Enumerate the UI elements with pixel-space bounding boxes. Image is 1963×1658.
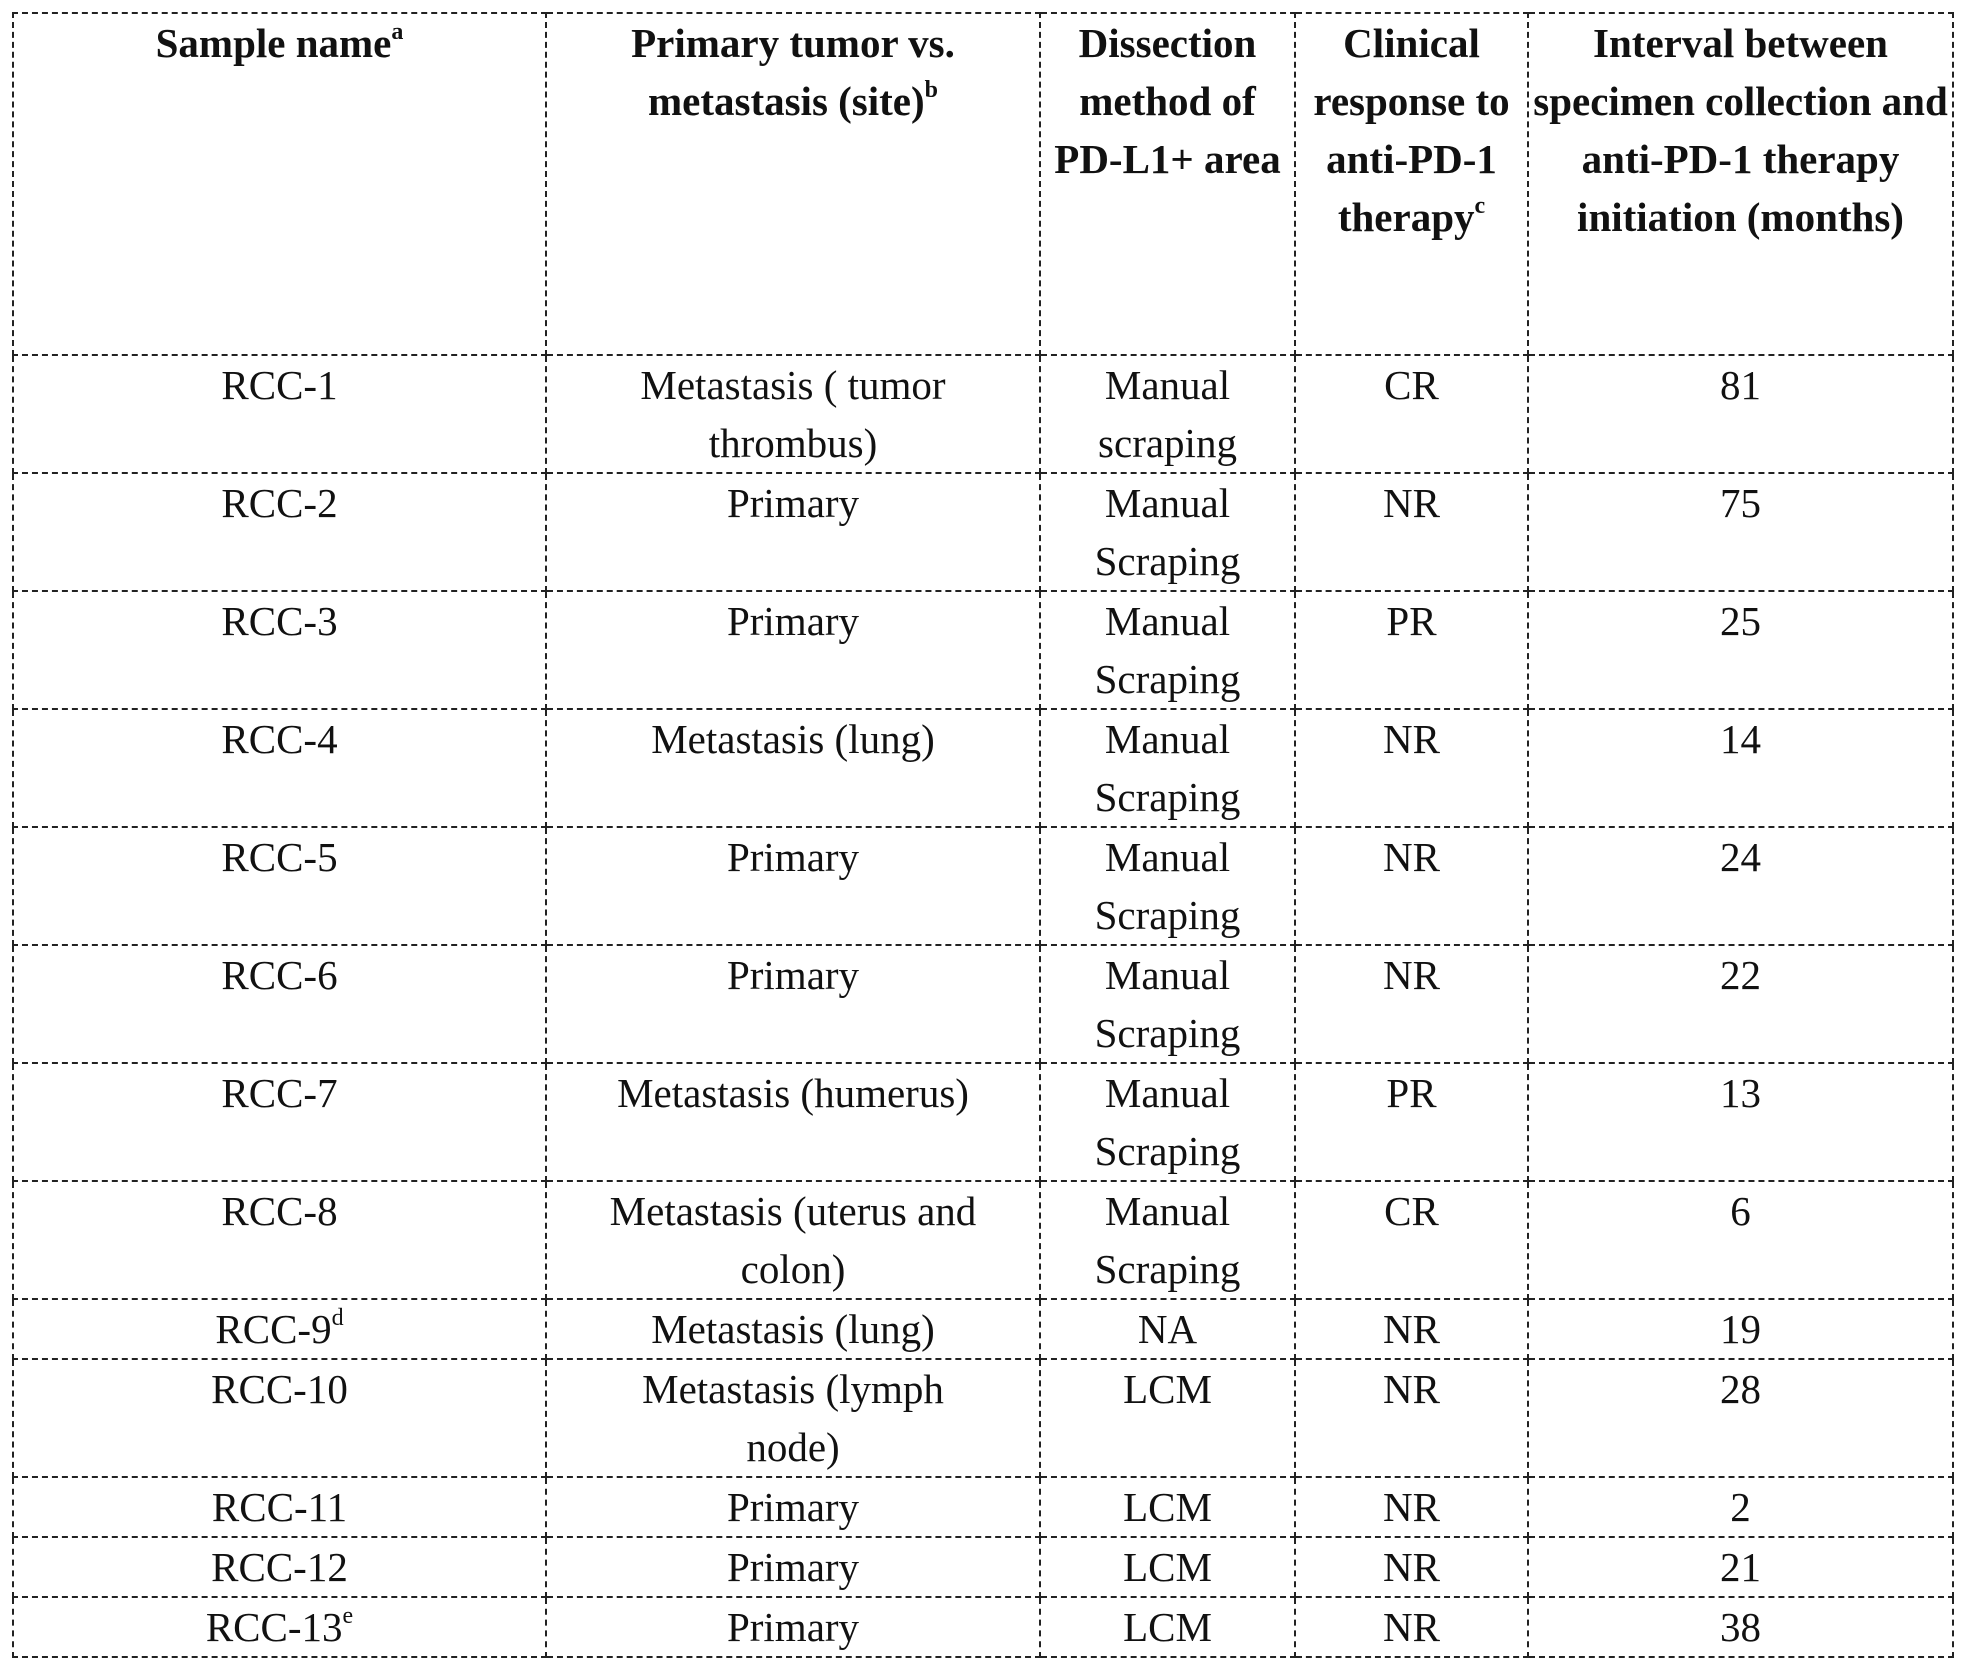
response-cell <box>1295 709 1528 827</box>
cell-text: 13 <box>1720 1070 1761 1116</box>
sample-cell <box>13 709 546 827</box>
sample-cell <box>13 355 546 473</box>
interval-cell <box>1528 591 1953 709</box>
method-cell <box>1040 1597 1295 1657</box>
cell-text: PR <box>1386 1070 1436 1116</box>
sample-cell <box>13 1477 546 1537</box>
cell-text: 22 <box>1720 952 1761 998</box>
cell-text: Metastasis (lymph node) <box>642 1366 944 1470</box>
cell-text: 28 <box>1720 1366 1761 1412</box>
cell-text: Metastasis (humerus) <box>617 1070 969 1116</box>
table-row <box>13 827 1953 945</box>
method-cell <box>1040 1181 1295 1299</box>
cell-text: Manual Scraping <box>1095 716 1241 820</box>
header-response <box>1295 13 1528 355</box>
site-cell <box>546 473 1040 591</box>
sample-cell <box>13 945 546 1063</box>
cell-text: LCM <box>1123 1544 1212 1590</box>
footnote-mark: a <box>391 19 403 45</box>
cell-text: NR <box>1383 1544 1440 1590</box>
cell-text: Manual Scraping <box>1095 480 1241 584</box>
cell-text: 38 <box>1720 1604 1761 1650</box>
header-text: Clinical response to anti-PD-1 therapy <box>1313 20 1509 240</box>
cell-text: RCC-11 <box>212 1484 347 1530</box>
cell-text: Primary <box>727 480 859 526</box>
cell-text: CR <box>1384 362 1439 408</box>
interval-cell <box>1528 473 1953 591</box>
response-cell <box>1295 827 1528 945</box>
method-cell <box>1040 827 1295 945</box>
table-row <box>13 945 1953 1063</box>
response-cell <box>1295 1299 1528 1359</box>
site-cell <box>546 1063 1040 1181</box>
cell-text: RCC-3 <box>221 598 337 644</box>
response-cell <box>1295 1063 1528 1181</box>
cell-text: Manual Scraping <box>1095 834 1241 938</box>
header-method <box>1040 13 1295 355</box>
table-row <box>13 1597 1953 1657</box>
header-text: Interval between specimen collection and anti-PD-1 therapy initiation (months) <box>1533 20 1948 240</box>
method-cell <box>1040 1537 1295 1597</box>
response-cell <box>1295 1597 1528 1657</box>
footnote-mark: e <box>343 1603 354 1629</box>
sample-cell <box>13 591 546 709</box>
cell-text: Primary <box>727 1604 859 1650</box>
table-row <box>13 591 1953 709</box>
cell-text: 2 <box>1730 1484 1751 1530</box>
cell-text: Manual Scraping <box>1095 952 1241 1056</box>
cell-text: NR <box>1383 1484 1440 1530</box>
table-row <box>13 1181 1953 1299</box>
site-cell <box>546 945 1040 1063</box>
method-cell <box>1040 473 1295 591</box>
cell-text: RCC-10 <box>211 1366 348 1412</box>
site-cell <box>546 709 1040 827</box>
cell-text: LCM <box>1123 1604 1212 1650</box>
header-site <box>546 13 1040 355</box>
cell-text: NR <box>1383 1366 1440 1412</box>
interval-cell <box>1528 1597 1953 1657</box>
header-text: Sample name <box>156 20 392 66</box>
cell-text: Primary <box>727 1484 859 1530</box>
header-text: Primary tumor vs. metastasis (site) <box>631 20 955 124</box>
cell-text: PR <box>1386 598 1436 644</box>
cell-text: Manual scraping <box>1098 362 1237 466</box>
method-cell <box>1040 591 1295 709</box>
response-cell <box>1295 1477 1528 1537</box>
sample-cell <box>13 1181 546 1299</box>
cell-text: RCC-9 <box>215 1306 331 1352</box>
cell-text: NR <box>1383 952 1440 998</box>
cell-text: LCM <box>1123 1484 1212 1530</box>
interval-cell <box>1528 1299 1953 1359</box>
cell-text: RCC-13 <box>206 1604 343 1650</box>
table-row <box>13 1537 1953 1597</box>
cell-text: RCC-4 <box>221 716 337 762</box>
table-row <box>13 709 1953 827</box>
cell-text: Primary <box>727 1544 859 1590</box>
cell-text: CR <box>1384 1188 1439 1234</box>
method-cell <box>1040 355 1295 473</box>
site-cell <box>546 827 1040 945</box>
table-row <box>13 355 1953 473</box>
sample-cell <box>13 1359 546 1477</box>
cell-text: Manual Scraping <box>1095 598 1241 702</box>
response-cell <box>1295 1181 1528 1299</box>
cell-text: LCM <box>1123 1366 1212 1412</box>
footnote-mark: b <box>925 77 938 103</box>
method-cell <box>1040 709 1295 827</box>
method-cell <box>1040 1299 1295 1359</box>
cell-text: Primary <box>727 834 859 880</box>
cell-text: RCC-12 <box>211 1544 348 1590</box>
header-interval <box>1528 13 1953 355</box>
site-cell <box>546 1537 1040 1597</box>
sample-table <box>12 12 1954 1658</box>
response-cell <box>1295 355 1528 473</box>
interval-cell <box>1528 709 1953 827</box>
cell-text: RCC-1 <box>221 362 337 408</box>
site-cell <box>546 1597 1040 1657</box>
cell-text: Manual Scraping <box>1095 1188 1241 1292</box>
interval-cell <box>1528 827 1953 945</box>
table-row <box>13 1477 1953 1537</box>
cell-text: Manual Scraping <box>1095 1070 1241 1174</box>
response-cell <box>1295 473 1528 591</box>
interval-cell <box>1528 1477 1953 1537</box>
cell-text: NR <box>1383 480 1440 526</box>
cell-text: 6 <box>1730 1188 1751 1234</box>
site-cell <box>546 1299 1040 1359</box>
sample-cell <box>13 1537 546 1597</box>
footnote-mark: d <box>332 1305 344 1331</box>
header-text: Dissection method of PD-L1+ area <box>1054 20 1280 182</box>
cell-text: NA <box>1138 1306 1197 1352</box>
cell-text: 25 <box>1720 598 1761 644</box>
method-cell <box>1040 1359 1295 1477</box>
site-cell <box>546 1181 1040 1299</box>
cell-text: Metastasis ( tumor thrombus) <box>640 362 945 466</box>
site-cell <box>546 1477 1040 1537</box>
cell-text: Primary <box>727 952 859 998</box>
cell-text: RCC-7 <box>221 1070 337 1116</box>
response-cell <box>1295 945 1528 1063</box>
table-row <box>13 1299 1953 1359</box>
cell-text: 75 <box>1720 480 1761 526</box>
cell-text: Metastasis (lung) <box>651 1306 935 1352</box>
sample-cell <box>13 1299 546 1359</box>
interval-cell <box>1528 355 1953 473</box>
sample-cell <box>13 1063 546 1181</box>
table-row <box>13 1063 1953 1181</box>
cell-text: Primary <box>727 598 859 644</box>
cell-text: RCC-6 <box>221 952 337 998</box>
cell-text: NR <box>1383 1604 1440 1650</box>
cell-text: 21 <box>1720 1544 1761 1590</box>
cell-text: RCC-8 <box>221 1188 337 1234</box>
cell-text: Metastasis (uterus and colon) <box>610 1188 977 1292</box>
response-cell <box>1295 1359 1528 1477</box>
response-cell <box>1295 1537 1528 1597</box>
header-sample-name <box>13 13 546 355</box>
site-cell <box>546 591 1040 709</box>
interval-cell <box>1528 1181 1953 1299</box>
cell-text: RCC-5 <box>221 834 337 880</box>
interval-cell <box>1528 1063 1953 1181</box>
sample-cell <box>13 473 546 591</box>
method-cell <box>1040 1477 1295 1537</box>
interval-cell <box>1528 945 1953 1063</box>
cell-text: NR <box>1383 716 1440 762</box>
cell-text: Metastasis (lung) <box>651 716 935 762</box>
table-row <box>13 473 1953 591</box>
site-cell <box>546 1359 1040 1477</box>
header-row <box>13 13 1953 355</box>
cell-text: RCC-2 <box>221 480 337 526</box>
interval-cell <box>1528 1537 1953 1597</box>
sample-cell <box>13 1597 546 1657</box>
response-cell <box>1295 591 1528 709</box>
method-cell <box>1040 945 1295 1063</box>
cell-text: 24 <box>1720 834 1761 880</box>
cell-text: 14 <box>1720 716 1761 762</box>
cell-text: NR <box>1383 1306 1440 1352</box>
site-cell <box>546 355 1040 473</box>
footnote-mark: c <box>1475 193 1486 219</box>
cell-text: 81 <box>1720 362 1761 408</box>
method-cell <box>1040 1063 1295 1181</box>
sample-cell <box>13 827 546 945</box>
interval-cell <box>1528 1359 1953 1477</box>
cell-text: NR <box>1383 834 1440 880</box>
table-row <box>13 1359 1953 1477</box>
cell-text: 19 <box>1720 1306 1761 1352</box>
